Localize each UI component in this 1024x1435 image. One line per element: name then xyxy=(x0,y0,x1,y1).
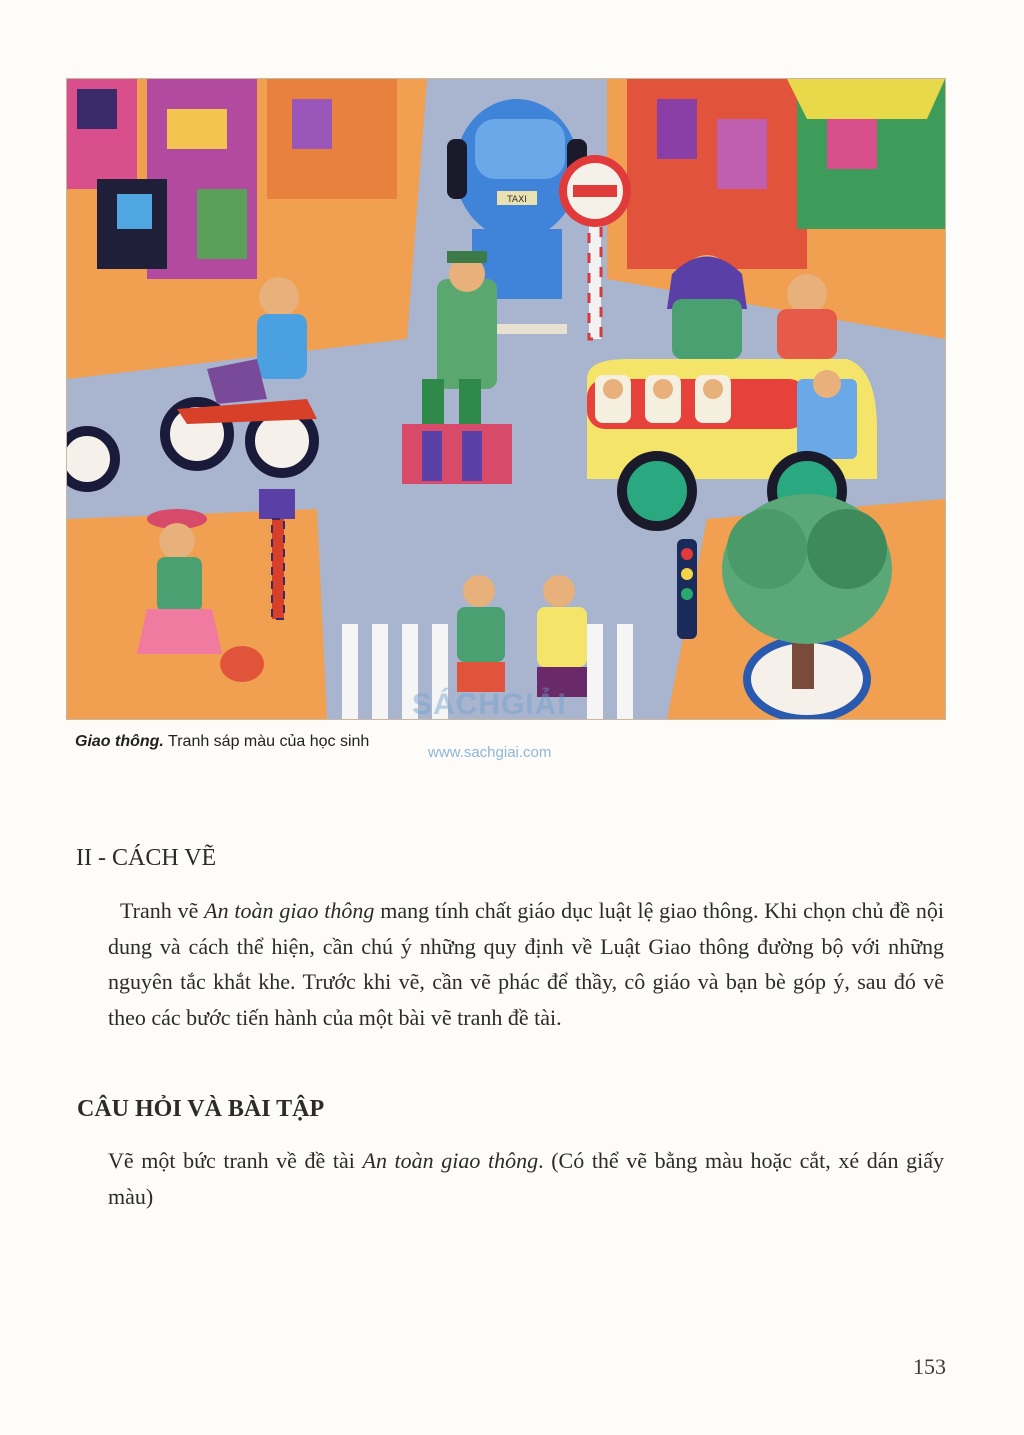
exercise-text xyxy=(108,1143,944,1214)
traffic-illustration xyxy=(66,78,946,720)
exercise-start: Vẽ một bức tranh về đề tài xyxy=(108,1148,363,1173)
exercise-italic: An toàn giao thông xyxy=(362,1148,539,1173)
watermark-logo: SÁCHGIẢI xyxy=(412,688,567,721)
paragraph-start: Tranh vẽ xyxy=(120,898,205,923)
exercise-heading: CÂU HỎI VÀ BÀI TẬP xyxy=(77,1096,325,1122)
paragraph-rest: mang tính chất giáo dục luật lệ giao thông. Khi chọn chủ đề nội dung và cách thể hiện, cần chú ý những quy định về Luật Giao thông đường bộ với những nguyên tắc khắt khe. Trước khi vẽ, cần vẽ phác để thầy, cô giáo và bạn bè góp ý, sau đó vẽ theo các bước tiến hành của một bài vẽ tranh đề tài. xyxy=(108,898,944,1030)
traffic-light xyxy=(677,539,697,639)
caption-title: Giao thông. xyxy=(75,733,164,750)
exercise-rest: . (Có thể vẽ bằng màu hoặc cắt, xé dán giấy màu) xyxy=(108,1148,944,1209)
watermark-url: www.sachgiai.com xyxy=(428,744,552,761)
caption-text: Tranh sáp màu của học sinh xyxy=(168,733,370,750)
method-paragraph xyxy=(108,893,944,1035)
tree xyxy=(722,494,892,719)
section-title: II - CÁCH VẼ xyxy=(76,845,217,871)
figure-caption xyxy=(75,733,369,751)
page-number: 153 xyxy=(913,1354,946,1379)
paragraph-italic: An toàn giao thông xyxy=(204,898,375,923)
taxi-label: TAXI xyxy=(507,195,527,205)
